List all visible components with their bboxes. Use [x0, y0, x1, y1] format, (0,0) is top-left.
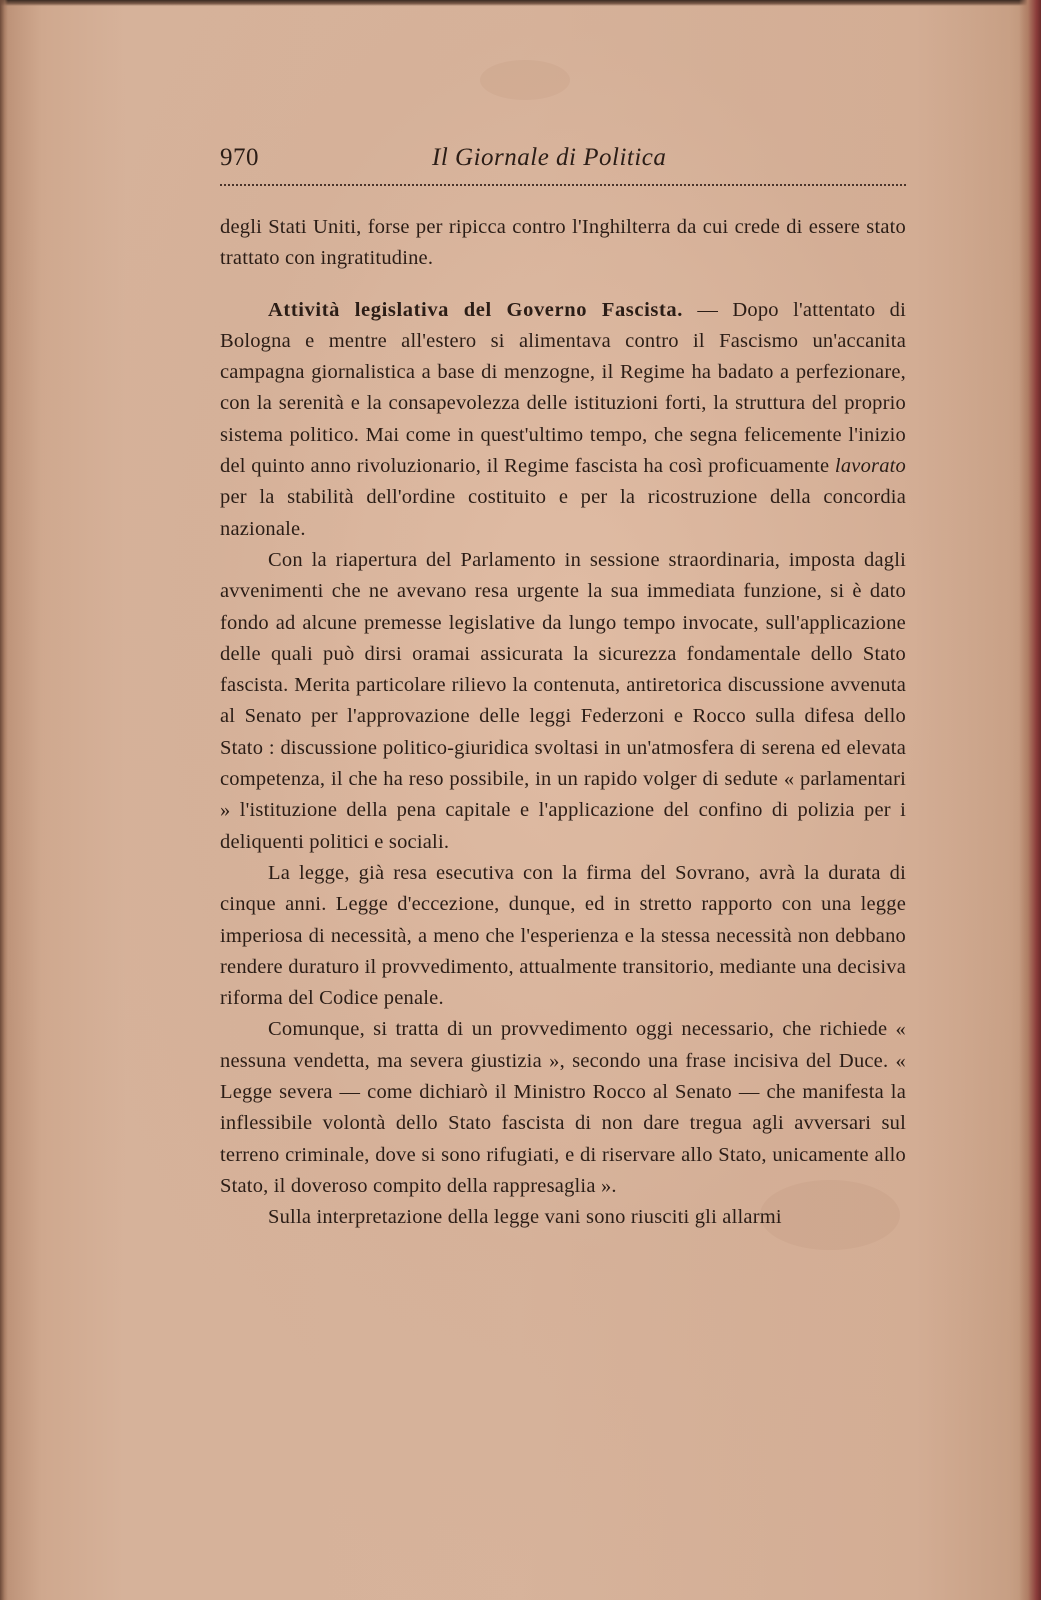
paragraph-parliament: Con la riapertura del Parlamento in sessione straordinaria, imposta dagli avvenimenti che ne avevano resa urgente la sua immediata funzione, si è dato fondo ad alcune premesse legislative da lungo tempo invocate, sull'applicazione delle quali può dirsi oramai assicurata la sicurezza fondamentale dello Stato fascista. Merita particolare rilievo la contenuta, antiretorica discussione avvenuta al Senato per l'approvazione delle leggi Federzoni e Rocco sulla difesa dello Stato : discussione politico-giuridica svoltasi in un'atmosfera di serena ed elevata competenza, il che ha reso possibile, in un rapido volger di sedute « parlamentari » l'istituzione della pena capitale e l'applicazione del confino di polizia per i deliquenti politici e sociali. — [220, 548, 906, 853]
page-left-edge — [0, 0, 8, 1600]
section-heading: Attività legislativa del Governo Fascista. — [268, 298, 683, 321]
paragraph-legislative-activity — [220, 295, 906, 545]
page-right-edge — [1019, 0, 1041, 1600]
paragraph-text: — Dopo l'attentato di Bologna e mentre all'estero si alimentava contro il Fascismo un'accanita campagna giornalistica a base di menzogne, il Regime ha badato a perfezionare, con la serenità e la consapevolezza delle istituzioni forti, la struttura del proprio sistema politico. Mai come in quest'ultimo tempo, che segna felicemente l'inizio del quinto anno rivoluzionario, il Regime fascista ha così proficuamente — [220, 298, 906, 478]
paper-stain — [480, 60, 570, 100]
paragraph-continuation: degli Stati Uniti, forse per ripicca contro l'Inghilterra da cui crede di essere stato trattato con ingratitudine. — [220, 216, 906, 270]
paragraph-interpretation: Sulla interpretazione della legge vani sono riusciti gli allarmi — [268, 1206, 782, 1229]
paragraph-law-duration: La legge, già resa esecutiva con la firma del Sovrano, avrà la durata di cinque anni. Legge d'eccezione, dunque, ed in stretto rapporto con una legge imperiosa di necessità, a meno che l'esperienza e la stessa necessità non debbano rendere duraturo il provvedimento, attualmente transitorio, mediante una decisiva riforma del Codice penale. — [220, 861, 906, 1010]
paragraph-duce-quote: Comunque, si tratta di un provvedimento oggi necessario, che richiede « nessuna vendetta, ma severa giustizia », secondo una frase incisiva del Duce. « Legge severa — come dichiarò il Ministro Rocco al Senato — che manifesta la inflessibile volontà dello Stato fascista di non dare tregua agli avversari sul terreno criminale, dove si sono rifugiati, e di riservare allo Stato, unicamente allo Stato, il doveroso compito della rappresaglia ». — [220, 1018, 906, 1197]
page-header — [220, 140, 904, 180]
page-number: 970 — [220, 144, 259, 171]
page-top-edge — [0, 0, 1041, 6]
paragraph-text-end: per la stabilità dell'ordine costituito e per la ricostruzione della concordia nazionale. — [220, 486, 906, 540]
italic-word: lavorato — [834, 455, 906, 478]
running-title: Il Giornale di Politica — [432, 144, 667, 171]
header-dotted-rule — [220, 184, 906, 186]
body-text — [220, 212, 906, 1234]
